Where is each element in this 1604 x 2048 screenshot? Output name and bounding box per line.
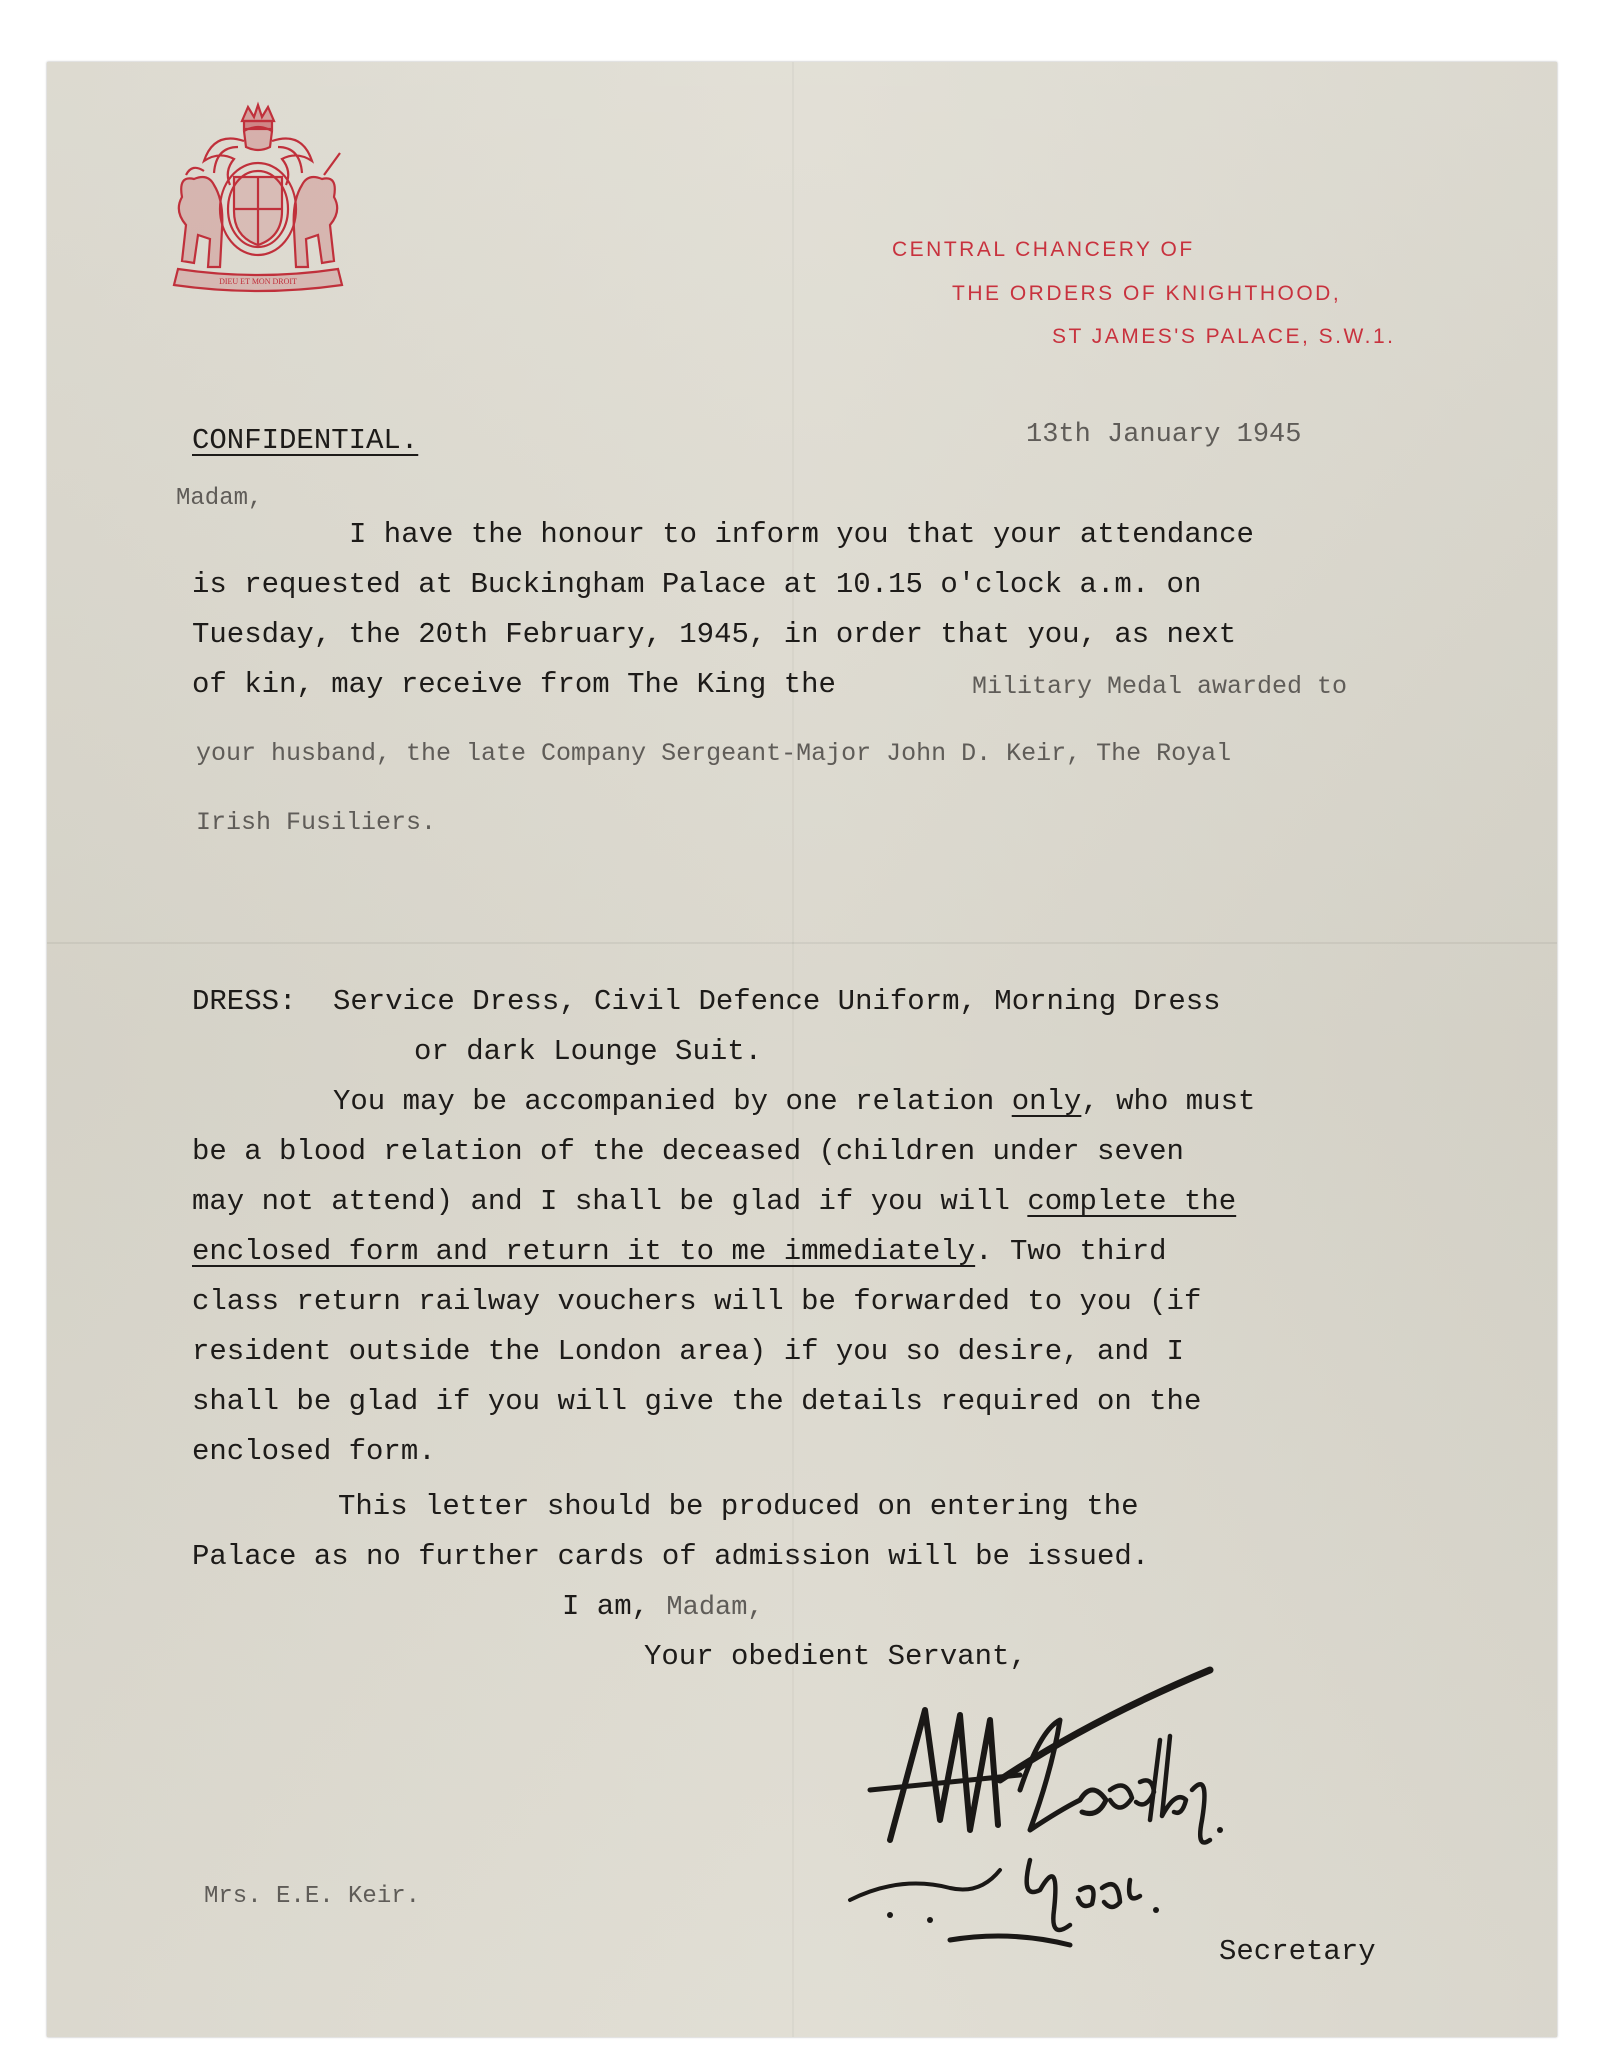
para2-line-2: be a blood relation of the deceased (children under seven <box>192 1135 1184 1168</box>
handwritten-signature-icon <box>830 1640 1250 1960</box>
signatory-title: Secretary <box>1219 1935 1376 1968</box>
para2-line-3: may not attend) and I shall be glad if you will complete the <box>192 1185 1237 1218</box>
para2-line-4: enclosed form and return it to me immediately. Two third <box>192 1235 1167 1268</box>
para3-line-1: This letter should be produced on entering the <box>338 1490 1139 1523</box>
svg-text:DIEU ET MON DROIT: DIEU ET MON DROIT <box>219 277 297 286</box>
dress-line-1: Service Dress, Civil Defence Uniform, Morning Dress <box>333 985 1221 1018</box>
recipient-name: Mrs. E.E. Keir. <box>204 1883 421 1910</box>
para1-line-4: of kin, may receive from The King the <box>192 668 836 701</box>
para1-line-2: is requested at Buckingham Palace at 10.15 o'clock a.m. on <box>192 568 1202 601</box>
letterhead-line-2: THE ORDERS OF KNIGHTHOOD, <box>952 282 1342 305</box>
underlined-enclosed-form: enclosed form and return it to me immediately <box>192 1235 976 1268</box>
underlined-complete: complete the <box>1027 1185 1237 1218</box>
para2-line-7: shall be glad if you will give the details required on the <box>192 1385 1202 1418</box>
letterhead-line-3: ST JAMES'S PALACE, S.W.1. <box>1052 325 1396 348</box>
para1-line-1: I have the honour to inform you that your attendance <box>349 518 1254 551</box>
letter-date: 13th January 1945 <box>1026 420 1302 450</box>
dress-line-2: or dark Lounge Suit. <box>414 1035 763 1068</box>
para2-line-5: class return railway vouchers will be forwarded to you (if <box>192 1285 1202 1318</box>
dress-label: DRESS: <box>192 985 297 1018</box>
fold-crease-horizontal <box>47 942 1557 944</box>
salutation: Madam, <box>176 485 263 512</box>
underlined-only: only <box>1011 1085 1082 1118</box>
para3-line-2: Palace as no further cards of admission will be issued. <box>192 1540 1150 1573</box>
para1-inserted-line-1: Military Medal awarded to <box>972 672 1348 701</box>
confidential-heading: CONFIDENTIAL. <box>192 424 419 457</box>
royal-coat-of-arms-icon <box>164 101 352 296</box>
para1-line-3: Tuesday, the 20th February, 1945, in order that you, as next <box>192 618 1237 651</box>
para1-inserted-line-2: your husband, the late Company Sergeant-Major John D. Keir, The Royal <box>196 739 1232 768</box>
para1-inserted-line-3: Irish Fusiliers. <box>196 808 437 837</box>
closing-line-2: Your obedient Servant, <box>644 1640 1027 1673</box>
letterhead-line-1: CENTRAL CHANCERY OF <box>892 238 1195 261</box>
letter-sheet <box>47 62 1557 2037</box>
para2-line-6: resident outside the London area) if you so desire, and I <box>192 1335 1184 1368</box>
para2-line-1: You may be accompanied by one relation only, who must <box>333 1085 1256 1118</box>
para2-line-8: enclosed form. <box>192 1435 436 1468</box>
closing-line-1: I am, Madam, <box>562 1590 764 1623</box>
fold-crease-vertical <box>792 62 794 2037</box>
